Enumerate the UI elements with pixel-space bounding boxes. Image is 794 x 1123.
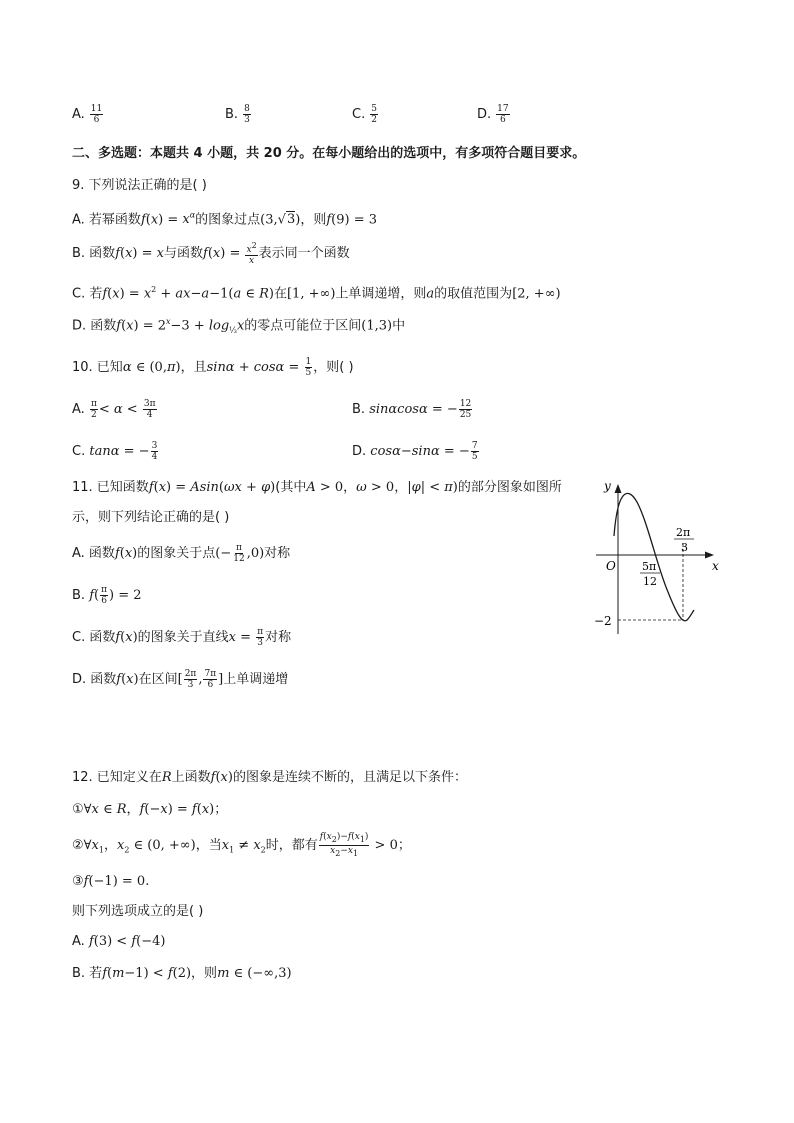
option-letter: C. [72,444,86,459]
stem-text: 的图象是连续不断的，且满足以下条件： [232,770,467,785]
option-text: 在区间 [138,672,178,687]
condition-mark: ① [72,802,84,817]
stem-text: 的部分图象如图所 [457,480,562,495]
q10-option-d[interactable]: D. cosα−sinα = − $\frac{7}{5}$ [352,441,478,462]
stem-text: ，且 [180,360,207,375]
tick-2pi-den: 3 [681,541,688,554]
option-text: 与函数 [164,246,204,261]
q9-option-c[interactable]: C. 若$f(x) = x^2 + ax-a-1(a$ ∈ R)在[1, +∞)上单调递增，则a的取值范围为[2, +∞) [72,285,561,302]
stem-text: (其中 [275,480,307,495]
option-text: ，则 [300,212,327,228]
condition-text: 时，都有 [265,838,318,853]
option-text: ，则 [191,966,218,981]
q11-sine-graph [588,474,728,644]
option-denominator: 2 [371,115,377,125]
section-points: 20 [263,146,282,161]
q12-condition-3: ③f(−1) = 0. [72,874,150,889]
x-axis-label: x [712,559,719,573]
section-text: 小题，共 [207,146,260,161]
stem-text: 11. 已知函数 [72,480,149,495]
condition-mark: ③ [72,874,84,889]
q11-option-b[interactable]: B. f( $\frac{\pi}{6}$ ) = 2 [72,585,142,606]
q12-condition-1: ①∀x ∈ R，f(−x) = f(x)； [72,802,228,817]
option-text: C. 函数 [72,630,116,645]
option-text: 的图象过点 [195,212,261,228]
option-text: 上单调递增，则 [335,286,427,302]
option-numerator: 11 [90,104,103,114]
q9-option-a[interactable]: A. 若幂函数$f(x) = x^\alpha$的图象过点(3,√3)，则f(9) = 3 [72,211,377,228]
q12-option-a[interactable]: A. f(3) < f(−4) [72,934,166,949]
condition-text: ，当 [195,838,222,853]
option-text: 的取值范围为 [434,286,513,302]
tick-2pi-num: 2π [676,526,691,539]
stem-text: 12. 已知定义在 [72,770,162,785]
condition-mark: ② [72,838,84,853]
q10-option-c[interactable]: C. tanα = − $\frac{3}{4}$ [72,441,158,462]
q8-option-b[interactable] [225,104,252,125]
q12-ask: 则下列选项成立的是( ) [72,904,204,919]
option-text: A. 若幂函数 [72,212,141,228]
q11-option-a[interactable]: A. 函数f(x)的图象关于点(− $\frac{\pi}{12}$ ,0)对称 [72,543,291,564]
stem-text: 10. 已知 [72,360,123,375]
q9-option-d[interactable]: D. 函数$f(x) = 2^x-3 + \log_{\frac{1}{3}}x$的零点可能位于区间(1,3)中 [72,317,406,335]
q10-stem: 10. 已知α ∈ (0,π)，且sinα + cosα = $\frac{1}{5}$ ，则( ) [72,357,354,378]
option-text: 对称 [265,630,292,645]
option-letter: A. [72,934,85,949]
option-numerator: 17 [497,104,509,114]
option-letter: B. [225,107,239,122]
origin-label: O [606,559,616,573]
q8-option-a[interactable] [72,104,104,125]
q11-option-c[interactable]: C. 函数f(x)的图象关于直线x = $\frac{\pi}{3}$ 对称 [72,627,292,648]
option-denominator: 6 [500,115,506,125]
option-letter: D. [352,444,367,459]
option-letter: C. [352,107,366,122]
q12-condition-2: $②\forall x_1$，$x_2$ ∈ (0, +∞)，当$x_1 \ne x_2$时，都有 $\frac{f(x_2)-f(x_1)}{x_2-x_1}$ > 0； [72,832,411,858]
option-letter: B. [72,588,86,603]
q11-stem-line2: 示，则下列结论正确的是( ) [72,510,230,525]
option-text: 上单调递增 [223,672,289,687]
option-text: B. 若 [72,966,103,981]
q11-option-d[interactable]: D. 函数f(x)在区间[ $\frac{2\pi}{3}$ , $\frac{7\pi}{6}$ ]上单调递增 [72,669,289,690]
section-heading [72,144,585,164]
section-text: 分。在每小题给出的选项中，有多项符合题目要求。 [286,146,586,161]
y-axis-label: y [604,479,611,493]
section-text: 二、多选题：本题共 [72,146,190,161]
tick-5pi-den: 12 [643,575,657,588]
y-min-label: −2 [594,614,612,628]
option-text: 的图象关于点 [137,546,216,561]
option-text: 的图象关于直线 [137,630,229,645]
option-letter: B. [352,402,366,417]
option-denominator: 3 [244,115,250,125]
option-letter: D. [477,107,492,122]
option-text: D. 函数 [72,672,117,687]
option-letter: A. [72,107,85,122]
q9-option-b[interactable]: B. 函数f(x) = x与函数f(x) = $\frac{x^2}{x}$ 表示同一个函数 [72,241,350,266]
option-text: A. 函数 [72,546,115,561]
option-text: D. 函数 [72,318,117,334]
option-text: 的零点可能位于区间 [244,318,362,334]
q8-options [72,104,722,134]
option-numerator: 8 [244,104,250,114]
q10-option-b[interactable]: B. sinαcosα = − $\frac{12}{25}$ [352,399,472,420]
option-text: 表示同一个函数 [258,246,350,261]
option-text: C. 若 [72,286,103,302]
stem-text: 上函数 [171,770,211,785]
q12-option-b[interactable]: B. 若f(m−1) < f(2)，则m ∈ (−∞,3) [72,966,292,981]
q8-option-d[interactable] [477,104,511,125]
tick-5pi-num: 5π [642,560,657,573]
option-text: B. 函数 [72,246,116,261]
q12-stem: 12. 已知定义在R上函数f(x)的图象是连续不断的，且满足以下条件： [72,770,467,785]
option-text: 对称 [264,546,291,561]
sine-curve [614,493,694,620]
option-text: 中 [392,318,406,334]
math: f [140,212,146,228]
option-letter: A. [72,402,85,417]
y-axis-arrow [615,484,622,493]
q8-option-c[interactable] [352,104,379,125]
x-axis-arrow [705,552,714,559]
stem-text: ，则( ) [313,360,354,375]
q10-option-a[interactable]: A. $\frac{\pi}{2}$ < α < $\frac{3\pi}{4}$ [72,399,156,420]
option-text: 在 [273,286,287,302]
section-count: 4 [193,146,203,161]
option-numerator: 5 [371,104,377,114]
option-denominator: 6 [93,115,100,125]
q9-stem: 9. 下列说法正确的是( ) [72,178,207,193]
q11-stem-line1: 11. 已知函数f(x) = Asin(ωx + φ)(其中A > 0，ω > 0，|φ| < π)的部分图象如图所 [72,480,562,495]
